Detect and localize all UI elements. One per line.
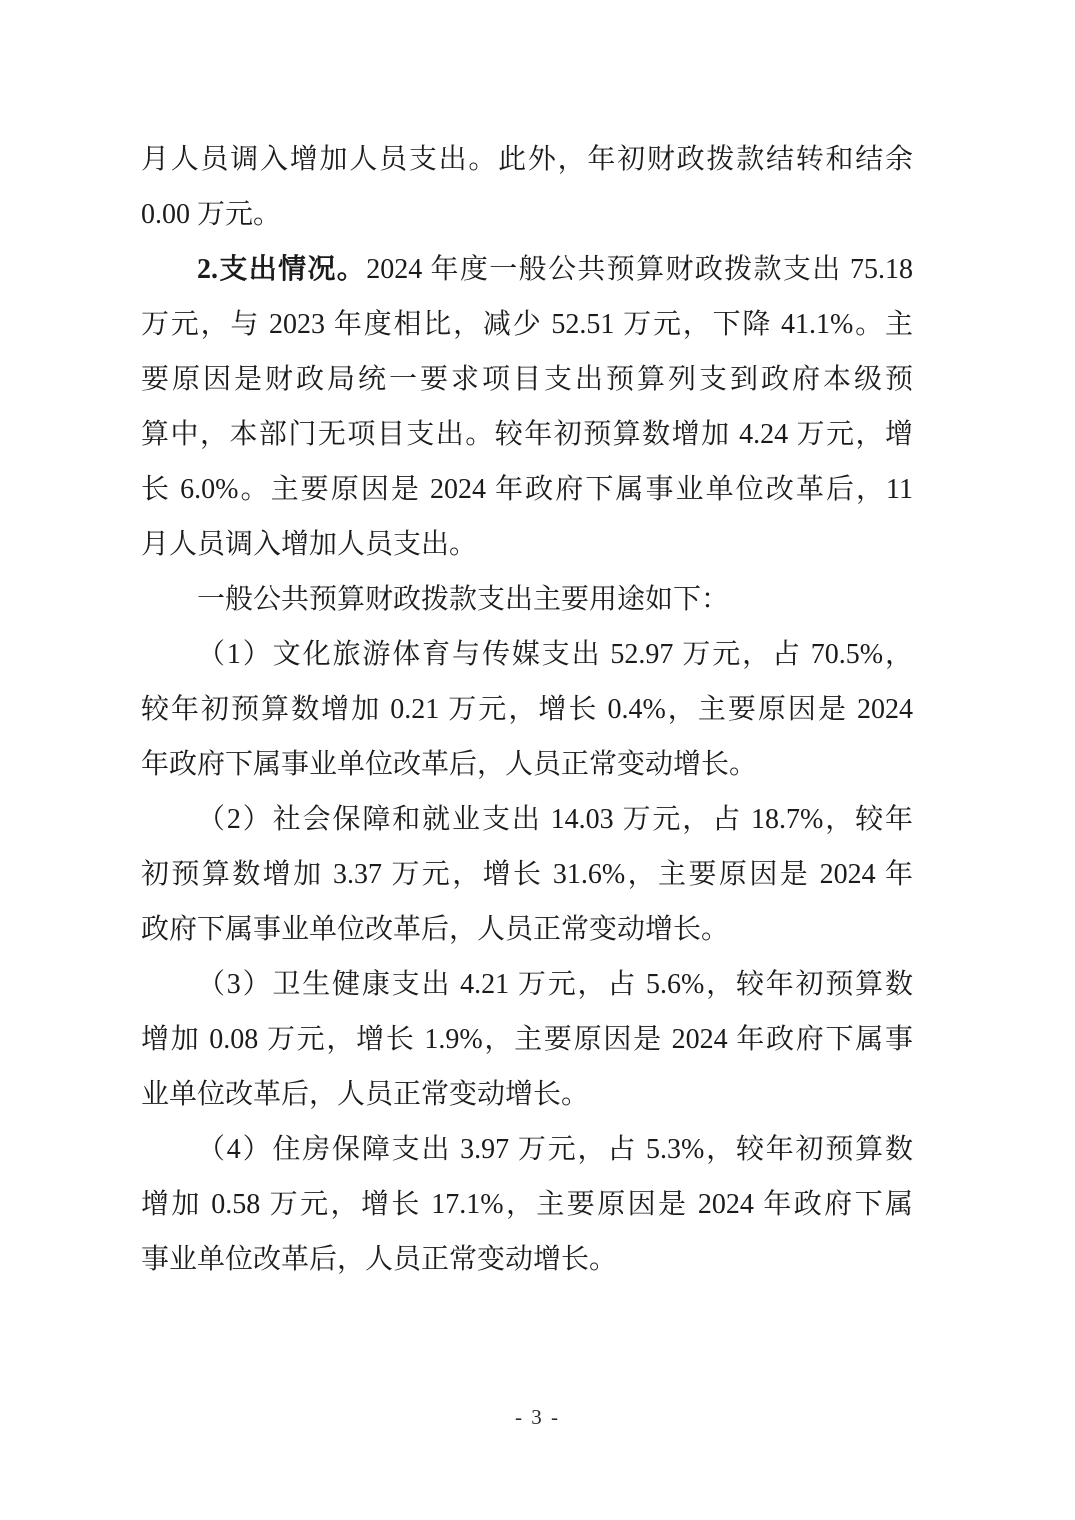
text-line	[141, 187, 913, 242]
text-line	[141, 847, 913, 902]
text-line	[141, 462, 913, 517]
text-line	[141, 1232, 913, 1287]
text-line	[141, 1012, 913, 1067]
text-line	[141, 352, 913, 407]
text-line	[141, 1122, 913, 1177]
text-run: 算中，本部门无项目支出。较年初预算数增加 4.24 万元，增	[141, 419, 913, 450]
text-run: 一般公共预算财政拨款支出主要用途如下：	[197, 584, 730, 615]
text-run: 要原因是财政局统一要求项目支出预算列支到政府本级预	[141, 364, 913, 395]
text-line	[141, 132, 913, 187]
page-number: - 3 -	[515, 1405, 560, 1429]
document-body	[141, 132, 913, 1287]
text-run: 事业单位改革后，人员正常变动增长。	[141, 1244, 618, 1275]
text-run: 政府下属事业单位改革后，人员正常变动增长。	[141, 914, 730, 945]
text-run: 较年初预算数增加 0.21 万元，增长 0.4%，主要原因是 2024	[141, 694, 913, 725]
text-run: 长 6.0%。主要原因是 2024 年政府下属事业单位改革后，11	[141, 474, 913, 505]
text-run: 万元，与 2023 年度相比，减少 52.51 万元，下降 41.1%。主	[141, 309, 913, 340]
text-run: （1）文化旅游体育与传媒支出 52.97 万元，占 70.5%，	[197, 639, 913, 670]
text-line	[141, 1067, 913, 1122]
text-run: 业单位改革后，人员正常变动增长。	[141, 1079, 590, 1110]
text-run: （3）卫生健康支出 4.21 万元，占 5.6%，较年初预算数	[197, 969, 913, 1000]
text-line	[141, 297, 913, 352]
text-line	[141, 1177, 913, 1232]
text-line	[141, 737, 913, 792]
text-run: 0.00 万元。	[141, 199, 282, 230]
text-run: （4）住房保障支出 3.97 万元，占 5.3%，较年初预算数	[197, 1134, 913, 1165]
text-line	[141, 572, 913, 627]
text-run: （2）社会保障和就业支出 14.03 万元，占 18.7%，较年	[197, 804, 913, 835]
text-run: 月人员调入增加人员支出。	[141, 529, 478, 560]
text-run: 2024 年度一般公共预算财政拨款支出 75.18	[366, 254, 913, 285]
text-run: 月人员调入增加人员支出。此外，年初财政拨款结转和结余	[141, 144, 913, 175]
text-line	[141, 407, 913, 462]
text-line	[141, 792, 913, 847]
text-line	[141, 242, 913, 297]
text-run: 年政府下属事业单位改革后，人员正常变动增长。	[141, 749, 758, 780]
text-line	[141, 957, 913, 1012]
text-run: 增加 0.58 万元，增长 17.1%，主要原因是 2024 年政府下属	[141, 1189, 913, 1220]
text-line	[141, 902, 913, 957]
bold-text-run: 2.支出情况。	[197, 254, 367, 285]
text-line	[141, 627, 913, 682]
text-run: 初预算数增加 3.37 万元，增长 31.6%，主要原因是 2024 年	[141, 859, 913, 890]
text-line	[141, 682, 913, 737]
text-line	[141, 517, 913, 572]
text-run: 增加 0.08 万元，增长 1.9%，主要原因是 2024 年政府下属事	[141, 1024, 913, 1055]
